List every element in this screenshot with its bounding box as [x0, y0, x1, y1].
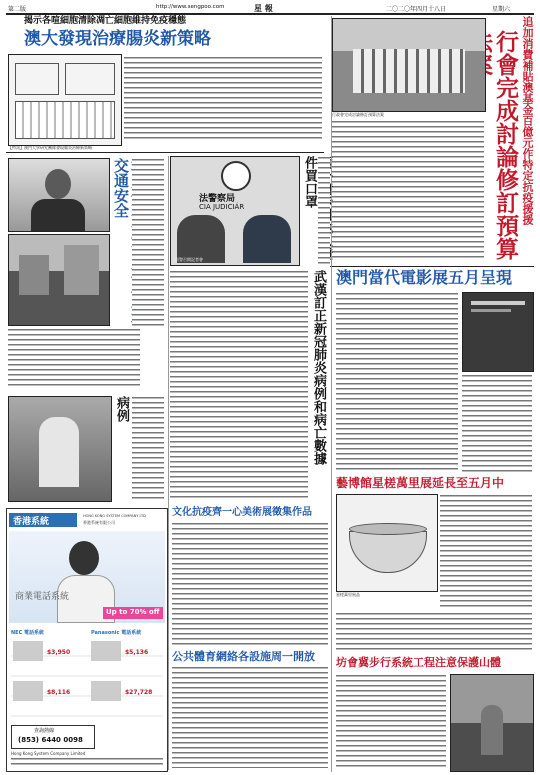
quarantine-worker-photo	[8, 396, 112, 502]
masthead-rule	[6, 13, 534, 15]
film-poster-photo	[462, 292, 534, 372]
ad-tagline: 商業電話系統	[15, 592, 70, 602]
ad-price-3: $8,116	[47, 689, 71, 696]
ad-hk-system[interactable]	[6, 508, 168, 772]
story-police-headline: 件買口罩	[302, 156, 317, 208]
story-police-body	[318, 156, 330, 264]
ad-slogan: Up to 70% off	[106, 608, 160, 616]
paper-name: 星 報	[254, 3, 273, 13]
story-traffic-body-right	[132, 158, 164, 326]
story-museum-photo-caption: 星槎萬里展品	[336, 592, 360, 597]
police-photo-caption: 司警召開記者會	[175, 257, 203, 262]
story-budget-headline: 行會完成討論修訂預算	[492, 30, 519, 260]
police-sign-text: 法警察局	[199, 194, 236, 204]
lab-diagram-photo	[8, 54, 122, 146]
ad-price-2: $5,136	[125, 649, 149, 656]
ad-phone-grid	[11, 637, 163, 721]
ad-company-en: HONG KONG SYSTEM COMPANY LTD	[83, 514, 146, 518]
website-link[interactable]: http://www.sengpoo.com	[156, 4, 225, 10]
ad-hotline[interactable]: (853) 6440 0098	[18, 736, 83, 744]
story-film-body-right	[462, 374, 532, 472]
story-tcm-kicker: 揭示各喧細胞清除凋亡細胞維持免疫穩態	[24, 16, 187, 26]
ad-footer-address	[11, 757, 163, 767]
story-budget-body	[332, 120, 484, 260]
issue-date: 二〇二〇年四月十八日	[386, 6, 447, 13]
police-emblem-icon	[221, 161, 251, 191]
ad-company-cn: 香港系統有限公司	[83, 520, 115, 525]
story-cases	[6, 394, 166, 504]
story-tcm-caption: 【特訊】澳門大學研究團隊發現腸炎治療新策略	[8, 145, 92, 150]
street-scene-photo	[8, 234, 110, 326]
ad-footer-company: Hong Kong System Company Limited	[11, 751, 86, 756]
story-cases-body	[132, 396, 164, 500]
story-covid-headline: 武漢訂正新冠肺炎病例和病亡數據	[311, 270, 326, 465]
story-budget-subhead: 追加消費補貼澳基金百億元作特定抗疫援援	[521, 16, 534, 225]
story-cases-headline: 病例	[114, 396, 129, 422]
story-police	[170, 156, 330, 266]
ad-price-4: $27,728	[125, 689, 153, 696]
ad-slogan-badge	[103, 607, 163, 619]
hillside-walkway-photo	[450, 674, 534, 772]
story-sports	[170, 650, 330, 770]
weekday: 星期六	[492, 6, 511, 13]
story-film-body-left	[336, 292, 458, 472]
story-slope	[334, 612, 534, 772]
story-film	[334, 268, 534, 473]
story-traffic	[6, 156, 166, 391]
porcelain-bowl-photo	[336, 494, 438, 592]
story-budget-photo-caption: 行政會完成討論修訂預算法案	[332, 112, 384, 117]
story-budget	[330, 16, 534, 264]
official-portrait-photo	[8, 158, 110, 232]
story-slope-body	[336, 674, 446, 770]
page-label: 第二版	[8, 6, 27, 13]
story-tcm	[6, 16, 324, 151]
ad-hotline-box[interactable]	[11, 725, 95, 749]
story-art-headline: 文化抗疫齊一心美術展徵集作品	[172, 507, 312, 518]
story-art	[170, 506, 330, 648]
government-building-photo	[332, 18, 486, 112]
masthead	[6, 3, 534, 13]
story-museum	[334, 476, 534, 610]
story-sports-headline: 公共體育網絡各設施周一開放	[172, 650, 315, 663]
police-press-photo	[170, 156, 300, 266]
ad-price-1: $3,950	[47, 649, 71, 656]
ad-section-left: NEC 電話系統	[11, 630, 45, 636]
story-art-body	[172, 522, 328, 646]
ad-section-right: Panasonic 電話系統	[91, 630, 142, 636]
story-tcm-body	[124, 56, 322, 142]
story-traffic-headline: 交通安全	[112, 158, 130, 218]
story-museum-headline: 藝博館星槎萬里展延長至五月中	[336, 476, 505, 490]
ad-brand: 香港系統	[13, 517, 50, 527]
story-slope-body-top	[336, 612, 532, 652]
police-sign-sub: CIA JUDICIÁR	[199, 203, 245, 211]
ad-hotline-label: 查詢熱線	[34, 728, 55, 734]
story-tcm-headline: 澳大發現治療腸炎新策略	[24, 29, 211, 49]
story-film-headline: 澳門當代電影展五月呈現	[336, 268, 513, 287]
story-sports-body	[172, 666, 328, 768]
story-traffic-body-left	[8, 328, 140, 388]
story-covid	[170, 270, 330, 502]
story-slope-headline: 坊會冀步行系統工程注意保護山體	[336, 656, 501, 669]
story-covid-body	[170, 270, 308, 500]
story-museum-body	[440, 494, 532, 608]
